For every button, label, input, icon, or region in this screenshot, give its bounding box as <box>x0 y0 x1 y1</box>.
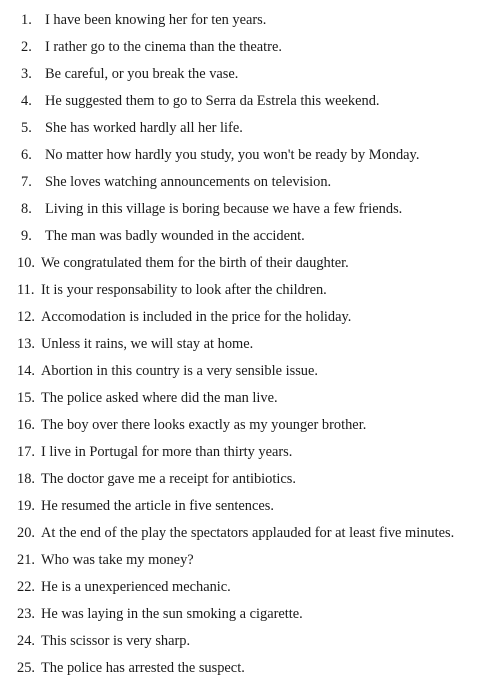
sentence-number: 17. <box>17 444 35 460</box>
sentence-item <box>0 331 500 358</box>
sentence-item <box>0 196 500 223</box>
sentence-number: 11. <box>17 282 35 298</box>
sentence-item <box>0 601 500 628</box>
sentence-text: Unless it rains, we will stay at home. <box>41 336 254 352</box>
sentence-text: At the end of the play the spectators applauded for at least five minutes. <box>41 525 455 541</box>
sentence-number: 2. <box>21 39 32 55</box>
sentence-number: 15. <box>17 390 35 406</box>
sentence-text: I live in Portugal for more than thirty years. <box>41 444 293 460</box>
sentence-text: Abortion in this country is a very sensible issue. <box>41 363 318 379</box>
sentence-item <box>0 385 500 412</box>
sentence-number: 22. <box>17 579 35 595</box>
sentence-number: 25. <box>17 660 35 676</box>
sentence-text: Accomodation is included in the price for the holiday. <box>41 309 352 325</box>
sentence-number: 8. <box>21 201 32 217</box>
sentence-number: 4. <box>21 93 32 109</box>
sentence-text: He suggested them to go to Serra da Estrela this weekend. <box>45 93 380 109</box>
sentence-text: Living in this village is boring because we have a few friends. <box>45 201 403 217</box>
sentence-item <box>0 493 500 520</box>
sentence-item <box>0 7 500 34</box>
sentence-number: 23. <box>17 606 35 622</box>
sentence-item <box>0 547 500 574</box>
sentence-item <box>0 358 500 385</box>
sentence-item <box>0 88 500 115</box>
sentence-text: Who was take my money? <box>41 552 194 568</box>
sentence-number: 18. <box>17 471 35 487</box>
sentence-number: 19. <box>17 498 35 514</box>
sentence-text: It is your responsability to look after the children. <box>41 282 327 298</box>
sentence-text: I rather go to the cinema than the theatre. <box>45 39 282 55</box>
sentence-text: She has worked hardly all her life. <box>45 120 243 136</box>
sentence-number: 6. <box>21 147 32 163</box>
sentence-text: The police has arrested the suspect. <box>41 660 245 676</box>
sentence-item <box>0 61 500 88</box>
sentence-number: 21. <box>17 552 35 568</box>
sentence-number: 9. <box>21 228 32 244</box>
sentence-text: No matter how hardly you study, you won't be ready by Monday. <box>45 147 420 163</box>
sentence-text: The doctor gave me a receipt for antibiotics. <box>41 471 296 487</box>
sentence-item <box>0 655 500 682</box>
sentence-item <box>0 520 500 547</box>
sentence-text: This scissor is very sharp. <box>41 633 191 649</box>
sentence-item <box>0 250 500 277</box>
sentence-number: 3. <box>21 66 32 82</box>
sentence-item <box>0 34 500 61</box>
sentence-number: 24. <box>17 633 35 649</box>
sentence-item <box>0 439 500 466</box>
sentence-item <box>0 142 500 169</box>
sentence-text: Be careful, or you break the vase. <box>45 66 239 82</box>
sentence-item <box>0 223 500 250</box>
sentence-item <box>0 304 500 331</box>
sentence-text: The police asked where did the man live. <box>41 390 278 406</box>
sentence-item <box>0 574 500 601</box>
sentence-text: We congratulated them for the birth of their daughter. <box>41 255 349 271</box>
sentence-item <box>0 277 500 304</box>
sentence-number: 7. <box>21 174 32 190</box>
sentence-text: The man was badly wounded in the accident. <box>45 228 305 244</box>
sentence-number: 20. <box>17 525 35 541</box>
sentence-text: The boy over there looks exactly as my younger brother. <box>41 417 367 433</box>
sentence-number: 14. <box>17 363 35 379</box>
sentence-text: He was laying in the sun smoking a cigarette. <box>41 606 303 622</box>
sentence-number: 12. <box>17 309 35 325</box>
sentence-item <box>0 169 500 196</box>
sentence-number: 16. <box>17 417 35 433</box>
sentence-text: He resumed the article in five sentences. <box>41 498 274 514</box>
sentence-number: 13. <box>17 336 35 352</box>
sentence-number: 10. <box>17 255 35 271</box>
sentence-text: I have been knowing her for ten years. <box>45 12 267 28</box>
sentence-item <box>0 412 500 439</box>
sentence-number: 5. <box>21 120 32 136</box>
sentence-item <box>0 115 500 142</box>
sentence-item <box>0 466 500 493</box>
sentence-text: He is a unexperienced mechanic. <box>41 579 231 595</box>
sentence-text: She loves watching announcements on television. <box>45 174 332 190</box>
sentence-number: 1. <box>21 12 32 28</box>
sentence-item <box>0 628 500 655</box>
